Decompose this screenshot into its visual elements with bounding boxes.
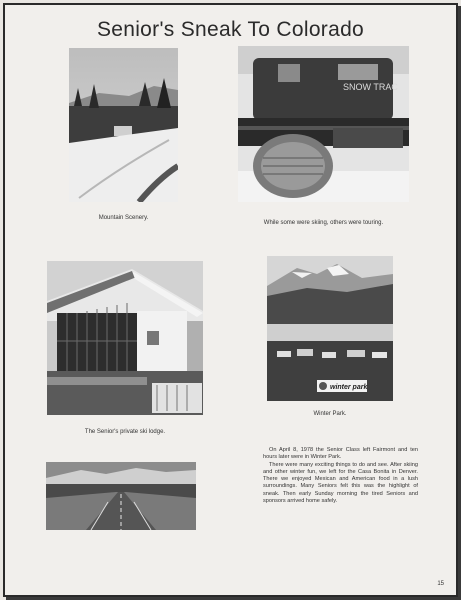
winter-park-photo — [267, 256, 393, 401]
page-title: Senior's Sneak To Colorado — [96, 18, 365, 41]
snow-tractor-photo — [238, 46, 409, 202]
snow-trac-sign: SNOW TRAC — [343, 82, 398, 92]
winter-park-caption: Winter Park. — [313, 411, 347, 417]
ski-lodge-photo — [47, 261, 203, 415]
article-paragraph: There were many exciting things to do and see. After skiing and other winter fun, we left for the Casa Bonita in Denver. There we enjoyed Mexican and American food in a lush surroundings. Many Seniors felt this was the highlight of sneak. Then early Sunday morning the tired Seniors and sponsors arrived home safely. — [263, 461, 418, 505]
highway-photo — [46, 462, 196, 530]
article-text — [263, 447, 418, 505]
page-number: 15 — [437, 581, 444, 587]
yearbook-page — [3, 3, 458, 597]
mountain-scenery-caption: Mountain Scenery. — [98, 215, 149, 221]
ski-lodge-caption: The Senior's private ski lodge. — [84, 429, 166, 435]
mountain-scenery-photo — [69, 48, 178, 202]
winter-park-sign: winter park — [330, 384, 368, 391]
snow-tractor-caption: While some were skiing, others were touring. — [263, 220, 384, 226]
article-paragraph: On April 8, 1978 the Senior Class left Fairmont and ten hours later were in Winter Park. — [263, 447, 418, 461]
